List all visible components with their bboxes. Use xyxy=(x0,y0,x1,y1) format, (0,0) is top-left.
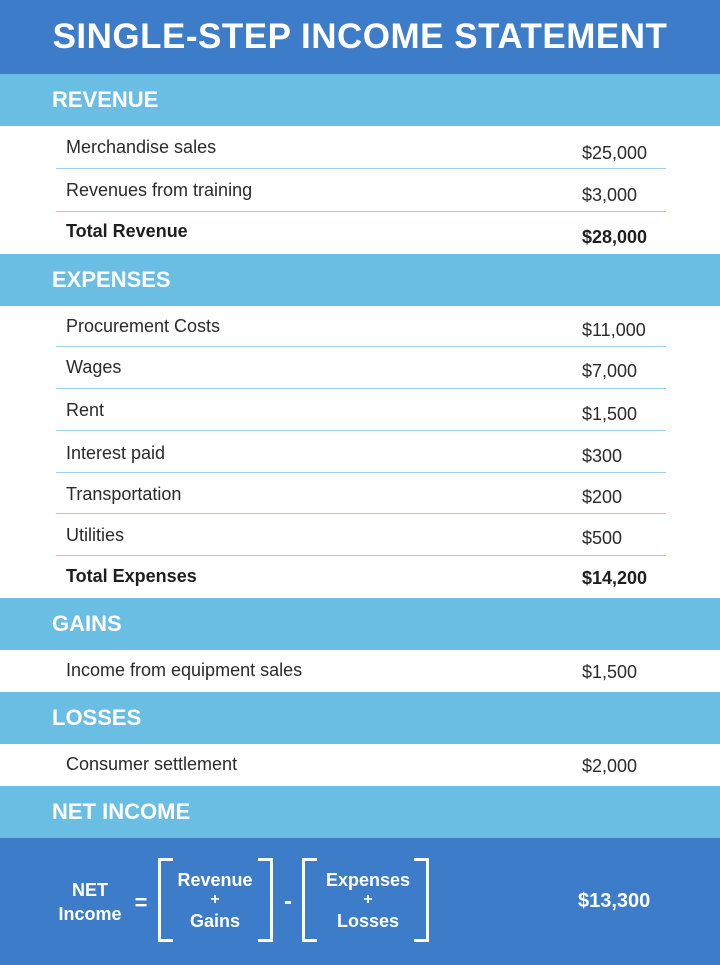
section-header-net-income xyxy=(0,786,720,838)
row-divider xyxy=(56,211,666,212)
section-header-expenses xyxy=(0,254,720,306)
right-bracket xyxy=(258,858,273,942)
line-item-value: $7,000 xyxy=(582,361,638,381)
total-label: Total Revenue xyxy=(66,221,188,241)
formula-plus: + xyxy=(210,891,220,908)
section-title: GAINS xyxy=(52,611,122,636)
line-item-value: $500 xyxy=(582,528,623,548)
line-item-label: Transportation xyxy=(66,484,182,504)
line-item-label: Interest paid xyxy=(66,443,166,463)
line-item-label: Rent xyxy=(66,400,105,420)
equals-sign: = xyxy=(134,890,148,915)
line-item-value: $11,000 xyxy=(582,320,646,340)
line-item-value: $3,000 xyxy=(582,185,638,205)
total-value: $28,000 xyxy=(582,227,648,247)
line-item-value: $1,500 xyxy=(582,662,638,682)
formula-plus: + xyxy=(363,891,373,908)
net-income-value: $13,300 xyxy=(578,890,651,912)
section-header-losses xyxy=(0,692,720,744)
line-item-value: $1,500 xyxy=(582,404,638,424)
row-divider xyxy=(56,388,666,389)
row-divider xyxy=(56,513,666,514)
line-item-label: Revenues from training xyxy=(66,180,253,200)
line-item-label: Merchandise sales xyxy=(66,137,217,157)
section-title: NET INCOME xyxy=(52,799,191,824)
title-bar xyxy=(0,0,720,74)
row-divider xyxy=(56,168,666,169)
total-label: Total Expenses xyxy=(66,566,197,586)
formula-lhs-line1: NET xyxy=(72,880,108,900)
line-item-label: Procurement Costs xyxy=(66,316,221,336)
formula-gains: Gains xyxy=(189,911,241,931)
line-item-label: Wages xyxy=(66,357,122,377)
formula-losses: Losses xyxy=(336,911,400,931)
section-header-gains xyxy=(0,598,720,650)
section-title: LOSSES xyxy=(52,705,142,730)
line-item-value: $2,000 xyxy=(582,756,638,776)
line-item-value: $25,000 xyxy=(582,143,648,163)
right-bracket xyxy=(414,858,429,942)
row-divider xyxy=(56,430,666,431)
section-header-revenue xyxy=(0,74,720,126)
row-divider xyxy=(56,472,666,473)
line-item-value: $300 xyxy=(582,446,623,466)
line-item-label: Utilities xyxy=(66,525,125,545)
section-title: EXPENSES xyxy=(52,267,171,292)
formula-lhs-line2: Income xyxy=(58,904,122,924)
formula-expenses: Expenses xyxy=(325,870,411,890)
line-item-value: $200 xyxy=(582,487,623,507)
row-divider xyxy=(56,346,666,347)
line-item-label: Income from equipment sales xyxy=(66,660,303,680)
page-title: SINGLE-STEP INCOME STATEMENT xyxy=(52,17,668,56)
net-income-formula xyxy=(0,838,720,965)
formula-revenue: Revenue xyxy=(177,870,253,890)
total-value: $14,200 xyxy=(582,568,648,588)
row-divider xyxy=(56,555,666,556)
line-item-label: Consumer settlement xyxy=(66,754,238,774)
minus-sign: - xyxy=(284,888,292,915)
section-title: REVENUE xyxy=(52,87,159,112)
